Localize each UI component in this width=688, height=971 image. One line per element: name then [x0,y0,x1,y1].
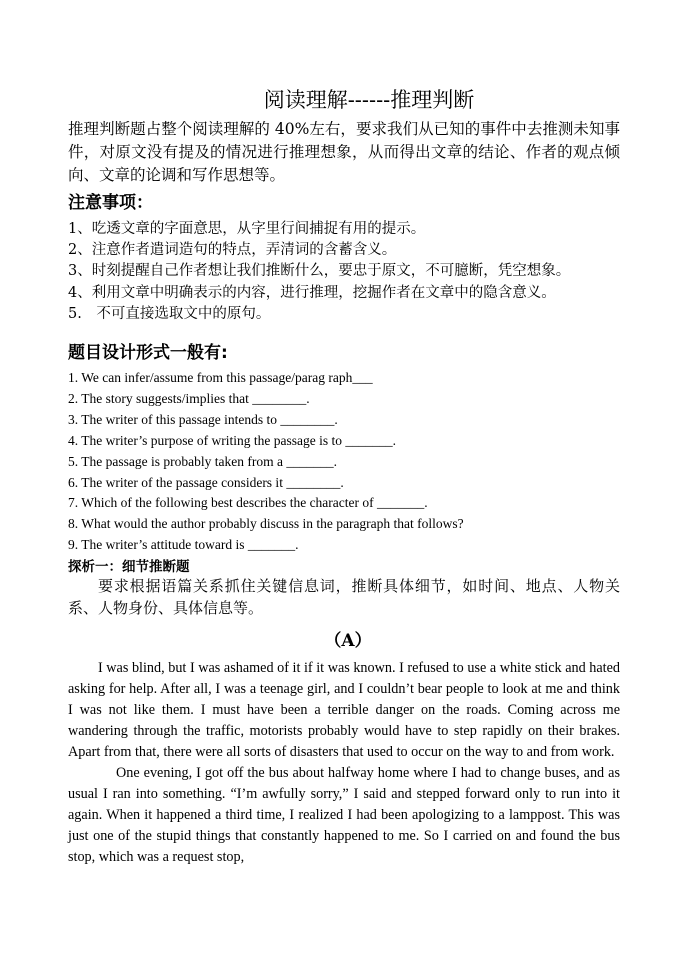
section-body: 要求根据语篇关系抓住关键信息词，推断具体细节，如时间、地点、人物关系、人物身份、具体信息等。 [68,577,620,617]
notes-item: 4、利用文章中明确表示的内容，进行推理，挖掘作者在文章中的隐含意义。 [68,284,556,301]
notes-heading: 注意事项： [68,193,153,213]
passage-paragraph: I was blind, but I was ashamed of it if it was known. I refused to use a white stick and hated asking for help. After all, I was a teenage girl, and I couldn’t bear people to look at me and think I was not like them. I must have been a terrible danger on the roads. Coming across me wandering through the traffic, motorists probably would have to step rapidly on their brakes. Apart from that, there were all sorts of disasters that used to occur on the way to and from work. [68,660,620,760]
question-form: 2. The story suggests/implies that ________. [68,390,310,406]
intro-paragraph: 推理判断题占整个阅读理解的 40%左右，要求我们从已知的事件中去推测未知事件，对原文没有提及的情况进行推理想象，从而得出文章的结论、作者的观点倾向、文章的论调和写作思想等。 [68,120,620,184]
page-title: 阅读理解------推理判断 [263,88,475,112]
notes-item: 2、注意作者遣词造句的特点，弄清词的含蓄含义。 [68,242,397,259]
design-heading: 题目设计形式一般有: [68,343,228,363]
question-form: 1. We can infer/assume from this passage/parag raph___ [68,370,373,385]
notes-list [68,219,620,325]
question-form: 7. Which of the following best describes the character of _______. [68,495,428,511]
notes-item: 1、吃透文章的字面意思，从字里行间捕捉有用的提示。 [68,221,426,237]
question-form: 3. The writer of this passage intends to ________. [68,411,338,427]
section-heading: 探析一：细节推断题 [68,559,190,575]
passage-label: （A） [324,631,372,651]
question-forms-list [68,368,620,556]
question-form: 8. What would the author probably discuss in the paragraph that follows? [68,516,464,532]
question-form: 5. The passage is probably taken from a _______. [68,453,337,469]
notes-item: 5. 不可直接选取文中的原句。 [68,305,271,322]
passage-paragraph: One evening, I got off the bus about halfway home where I had to change buses, and as usual I ran into something. “I’m awfully sorry,” I said and stepped forward only to run into it again. When it happened a third time, I realized I had been apologizing to a lamppost. This was just one of the stupid things that constantly happened to me. So I carried on and found the bus stop, which was a request stop, [68,765,620,865]
notes-item: 3、时刻提醒自己作者想让我们推断什么，要忠于原文，不可臆断，凭空想象。 [68,263,571,280]
question-form: 6. The writer of the passage considers it ________. [68,474,344,490]
passage-text [68,658,620,868]
question-form: 9. The writer’s attitude toward is _______. [68,537,299,553]
question-form: 4. The writer’s purpose of writing the passage is to _______. [68,432,396,448]
